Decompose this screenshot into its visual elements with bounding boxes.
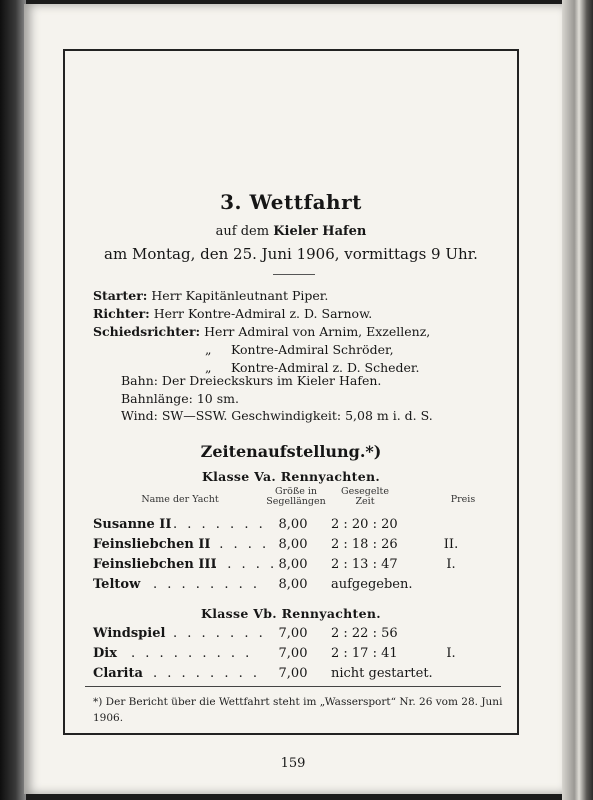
yacht-time: 2 : 17 : 41 (331, 646, 398, 661)
page-number: 159 (280, 756, 306, 771)
leader-dots: . . . . . . . . . (131, 646, 253, 661)
judge-name: Herr Kontre-Admiral z. D. Sarnow. (153, 306, 373, 321)
table-row (93, 646, 493, 666)
table-row (93, 517, 493, 537)
yacht-time: aufgegeben. (331, 577, 413, 592)
results-title: Zeitenaufstellung.*) (200, 442, 382, 461)
arbiter-line (93, 323, 430, 341)
yacht-size: 7,00 (278, 666, 308, 681)
course-wind: Wind: SW—SSW. Geschwindigkeit: 5,08 m i. d. S. (121, 408, 433, 423)
book-page (24, 4, 562, 794)
leader-dots: . . . . . . . (173, 626, 266, 641)
header-size: Größe in Segellängen (266, 486, 326, 507)
arbiter-name-2: Kontre-Admiral Schröder, (230, 342, 394, 357)
judge-line (93, 305, 430, 323)
arbiter-name-3: Kontre-Admiral z. D. Scheder. (230, 360, 420, 375)
class-vb-title: Klasse Vb. Rennyachten. (201, 606, 381, 621)
arbiter-line-2 (93, 341, 430, 359)
officials-list (93, 287, 430, 377)
yacht-time: 2 : 22 : 56 (331, 626, 398, 641)
starter-label: Starter: (93, 288, 148, 303)
footnote-rule (85, 686, 501, 687)
table-row (93, 537, 493, 557)
table-row (93, 626, 493, 646)
yacht-size: 8,00 (278, 577, 308, 592)
yacht-size: 8,00 (278, 557, 308, 572)
yacht-name: Teltow (93, 577, 141, 592)
yacht-time: 2 : 18 : 26 (331, 537, 398, 552)
header-yacht-name: Name der Yacht (141, 494, 219, 505)
yacht-size: 7,00 (278, 626, 308, 641)
leader-dots: . . . . . . . . (153, 666, 260, 681)
subtitle-place: Kieler Hafen (273, 224, 367, 239)
arbiter-label: Schiedsrichter: (93, 324, 201, 339)
arbiter-name: Herr Admiral von Arnim, Exzellenz, (204, 324, 431, 339)
yacht-size: 8,00 (278, 537, 308, 552)
ditto-mark: „ (205, 342, 212, 357)
leader-dots: . . . . . (213, 557, 278, 572)
yacht-name: Windspiel (93, 626, 166, 641)
yacht-time: 2 : 13 : 47 (331, 557, 398, 572)
race-title: 3. Wettfahrt (220, 190, 362, 214)
course-info (121, 372, 433, 425)
yacht-time: 2 : 20 : 20 (331, 517, 398, 532)
yacht-name: Dix (93, 646, 117, 661)
page-frame (63, 49, 519, 735)
right-page-edges (562, 0, 593, 800)
yacht-size: 8,00 (278, 517, 308, 532)
yacht-name: Clarita (93, 666, 143, 681)
yacht-prize: I. (446, 557, 456, 572)
left-page-edge (0, 0, 26, 800)
judge-label: Richter: (93, 306, 150, 321)
yacht-time: nicht gestartet. (331, 666, 433, 681)
leader-dots: . . . . . . . . (153, 577, 260, 592)
leader-dots: . . . . . (205, 537, 270, 552)
ditto-mark: „ (205, 360, 212, 375)
divider (273, 274, 315, 275)
starter-name: Herr Kapitänleutnant Piper. (151, 288, 329, 303)
leader-dots: . . . . . . . (173, 517, 266, 532)
footnote: *) Der Bericht über die Wettfahrt steht im „Wassersport“ Nr. 26 vom 28. Juni 1906. (93, 696, 503, 724)
course-track: Bahn: Der Dreieckskurs im Kieler Hafen. (121, 373, 382, 388)
yacht-name: Feinsliebchen III (93, 557, 217, 572)
yacht-name: Feinsliebchen II (93, 537, 211, 552)
yacht-prize: II. (443, 537, 459, 552)
race-subtitle (65, 224, 517, 239)
yacht-size: 7,00 (278, 646, 308, 661)
starter-line (93, 287, 430, 305)
table-row (93, 577, 493, 597)
class-va-title: Klasse Va. Rennyachten. (201, 469, 381, 484)
header-time: Gesegelte Zeit (341, 486, 389, 507)
race-dateline: am Montag, den 25. Juni 1906, vormittags 9 Uhr. (104, 245, 478, 263)
subtitle-prefix: auf dem (215, 224, 270, 239)
course-length: Bahnlänge: 10 sm. (121, 390, 239, 406)
yacht-prize: I. (446, 646, 456, 661)
table-row (93, 666, 493, 686)
yacht-name: Susanne II (93, 517, 172, 532)
header-prize: Preis (450, 494, 476, 505)
table-row (93, 557, 493, 577)
